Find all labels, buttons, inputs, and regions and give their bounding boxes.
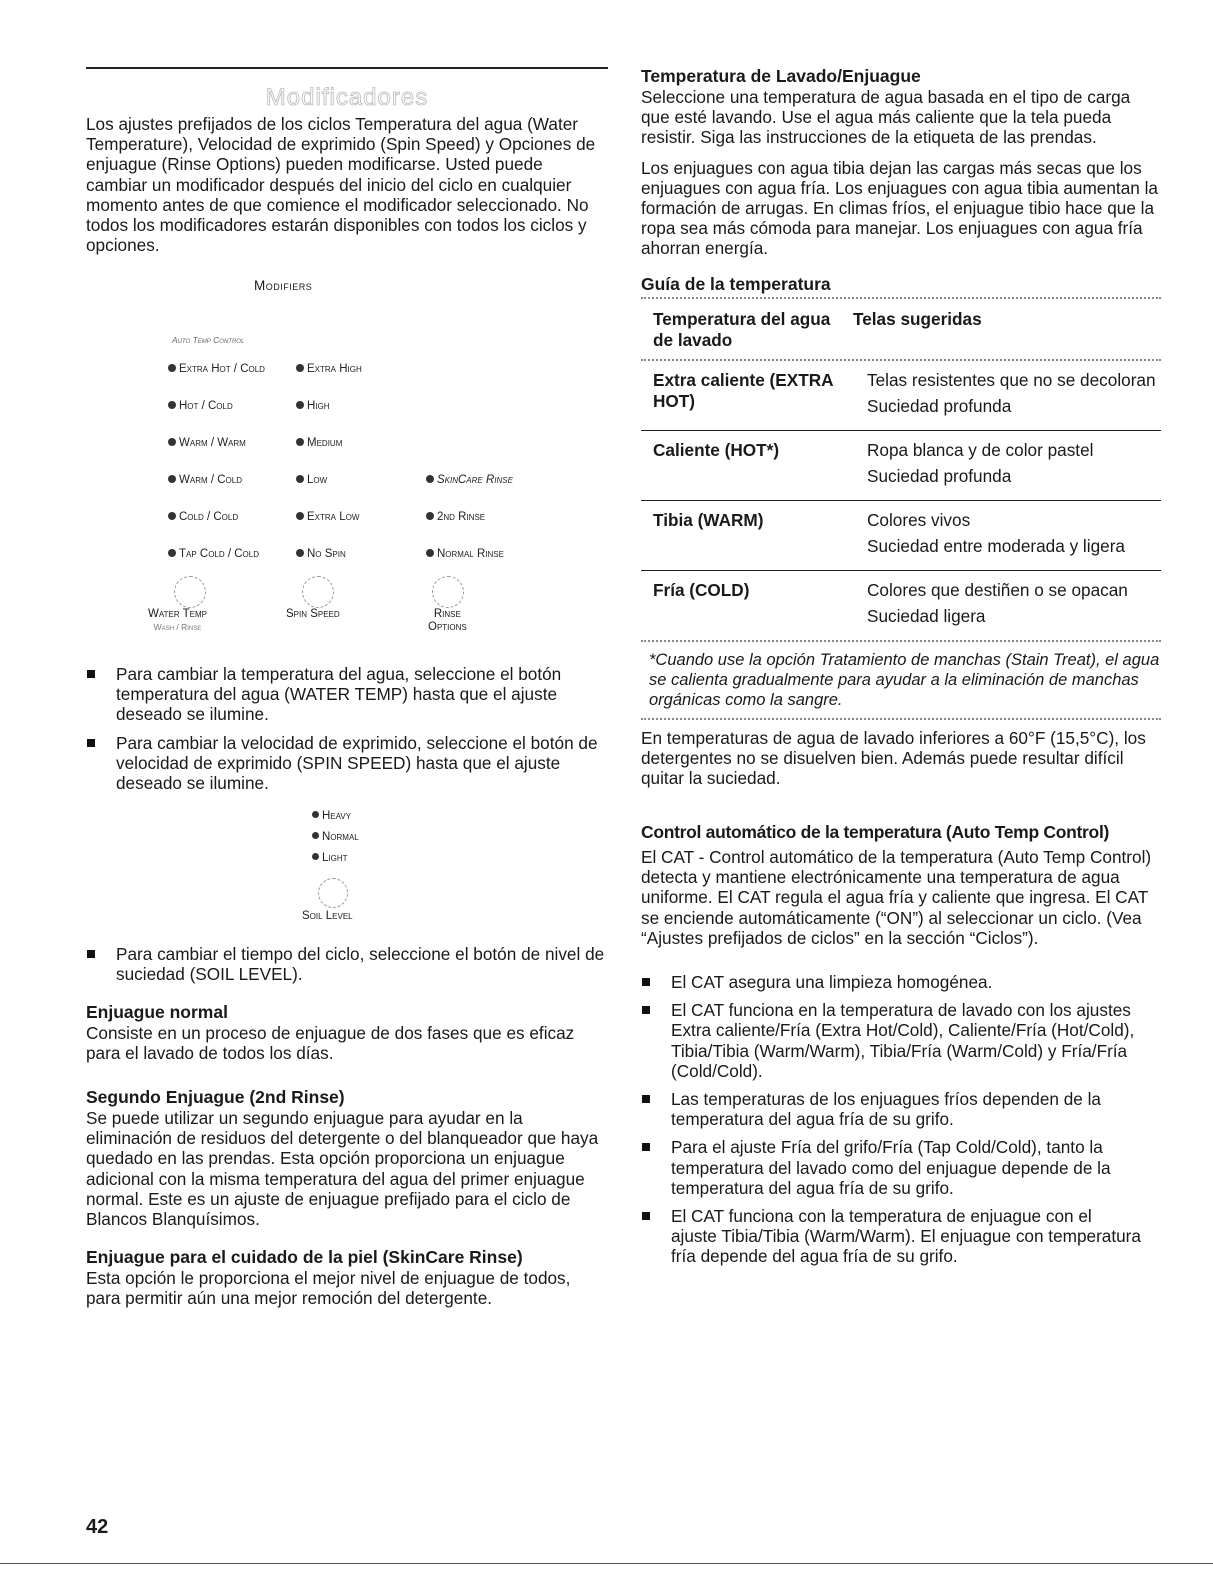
section-body: Se puede utilizar un segundo enjuague para ayudar en la eliminación de residuos del detergente o del blanqueador que haya quedado en las prendas. Esta opción proporciona un enjuague adicional con la misma temperatura del agua del primer enjuague normal. Este es un ajuste de enjuague prefijado para el ciclo de Blancos Blanquísimos. (86, 1108, 599, 1230)
wash-rinse-sublabel: Wash / Rinse (153, 622, 202, 632)
table-header (641, 299, 1161, 359)
water-temp-option: Hot / Cold (168, 400, 233, 412)
fabrics-cell: Telas resistentes que no se decoloran Suciedad profunda (867, 370, 1156, 416)
fabrics-cell: Colores vivos Suciedad entre moderada y ligera (867, 510, 1125, 556)
water-temp-option: Warm / Warm (168, 437, 246, 449)
spin-speed-button-icon (302, 576, 334, 608)
section-title: Modificadores (265, 84, 429, 111)
table-row (641, 361, 1161, 430)
water-temp-option: Warm / Cold (168, 474, 242, 486)
section-body: Seleccione una temperatura de agua basada en el tipo de carga que esté lavando. Use el agua más caliente que la tela pueda resistir. Siga las instrucciones de la etiqueta de las prendas. (641, 87, 1131, 148)
rinse-options-button-icon (432, 576, 464, 608)
list-item: Las temperaturas de los enjuagues fríos dependen de la temperatura del agua fría de su grifo. (641, 1089, 1141, 1129)
auto-temp-control-section (641, 822, 1163, 948)
intro-paragraph: Los ajustes prefijados de los ciclos Temperatura del agua (Water Temperature), Velocidad de exprimido (Spin Speed) y Opciones de enjuague (Rinse Options) pueden modificarse. Usted puede cambiar un modificador después del inicio del ciclo en cualquier momento antes de que comience el modificador seleccionado. No todos los modificadores estarán disponibles con todos los ciclos y opciones. (86, 114, 596, 256)
spin-option: Medium (296, 437, 342, 449)
indicator-icon (168, 512, 176, 520)
section-heading: Enjuague para el cuidado de la piel (SkinCare Rinse) (86, 1247, 523, 1267)
bottom-rule (0, 1563, 1213, 1564)
indicator-icon (168, 401, 176, 409)
indicator-icon (296, 364, 304, 372)
table-row (641, 500, 1161, 570)
indicator-icon (426, 475, 434, 483)
water-temp-button-icon (174, 576, 206, 608)
list-item: El CAT funciona con la temperatura de enjuague con el ajuste Tibia/Tibia (Warm/Warm). El enjuague con temperatura fría depende del agua fría de su grifo. (641, 1206, 1141, 1267)
soil-level-label: Soil Level (302, 910, 353, 922)
panel-title: Modifiers (254, 278, 313, 293)
dotted-divider (641, 718, 1161, 720)
rinse-option: SkinCare Rinse (426, 474, 513, 486)
spin-option: High (296, 400, 330, 412)
second-rinse-section (86, 1087, 608, 1229)
top-rule (86, 67, 608, 69)
auto-temp-control-label: Auto Temp Control (172, 335, 245, 345)
section-body: Esta opción le proporciona el mejor nivel de enjuague de todos, para permitir aún una mejor remoción del detergente. (86, 1268, 571, 1309)
section-body: Los enjuagues con agua tibia dejan las cargas más secas que los enjuagues con agua fría. Los enjuagues con agua tibia aumentan la formación de arrugas. En climas fríos, el enjuague tibio hace que la ropa sea más cómoda para manejar. Los enjuagues con agua fría ahorran energía. (641, 157, 1158, 259)
indicator-icon (426, 512, 434, 520)
temp-cell: Tibia (WARM) (653, 510, 764, 530)
page-number: 42 (86, 1516, 109, 1538)
water-temp-option: Cold / Cold (168, 511, 238, 523)
indicator-icon (312, 832, 319, 839)
indicator-icon (312, 853, 319, 860)
column-header: Temperatura del agua de lavado (653, 309, 831, 350)
fabrics-cell: Colores que destiñen o se opacan Suciedad ligera (867, 580, 1128, 626)
indicator-icon (296, 512, 304, 520)
list-item: Para cambiar la temperatura del agua, seleccione el botón temperatura del agua (WATER TEMP) hasta que el ajuste deseado se ilumine. (86, 664, 608, 725)
soil-option: Normal (312, 831, 359, 843)
indicator-icon (426, 549, 434, 557)
column-header: Telas sugeridas (853, 309, 982, 329)
indicator-icon (296, 549, 304, 557)
fabrics-cell: Ropa blanca y de color pastel Suciedad profunda (867, 440, 1094, 486)
soil-option: Heavy (312, 810, 351, 822)
table-footnote: *Cuando use la opción Tratamiento de manchas (Stain Treat), el agua se calienta gradualmente para ayudar a la eliminación de manchas orgánicas como la sangre. (649, 651, 1160, 709)
temperature-guide-table (641, 297, 1161, 789)
indicator-icon (296, 401, 304, 409)
temp-cell: Caliente (HOT*) (653, 440, 780, 460)
list-item: Para cambiar la velocidad de exprimido, seleccione el botón de velocidad de exprimido (SPIN SPEED) hasta que el ajuste deseado se ilumine. (86, 733, 608, 794)
table-row (641, 570, 1161, 640)
section-heading: Segundo Enjuague (2nd Rinse) (86, 1087, 345, 1107)
rinse-option: 2nd Rinse (426, 511, 485, 523)
indicator-icon (168, 364, 176, 372)
spin-option: Extra Low (296, 511, 359, 523)
indicator-icon (312, 811, 319, 818)
soil-level-illustration (86, 810, 608, 930)
section-heading: Control automático de la temperatura (Auto Temp Control) (641, 822, 1110, 842)
indicator-icon (168, 549, 176, 557)
wash-rinse-temp-section (641, 66, 1161, 259)
temp-cell: Extra caliente (EXTRA HOT) (653, 370, 833, 411)
modifiers-panel-illustration (86, 270, 608, 650)
indicator-icon (168, 475, 176, 483)
spin-option: Low (296, 474, 327, 486)
section-heading: Enjuague normal (86, 1002, 228, 1022)
normal-rinse-section (86, 1002, 608, 1063)
indicator-icon (168, 438, 176, 446)
soil-level-button-icon (318, 878, 348, 908)
low-temp-note: En temperaturas de agua de lavado inferiores a 60°F (15,5°C), los detergentes no se disuelven bien. Además puede resultar difícil quitar la suciedad. (641, 728, 1146, 789)
water-temp-option: Extra Hot / Cold (168, 363, 265, 375)
rinse-options-label: Rinse Options (428, 608, 467, 633)
skincare-rinse-section (86, 1247, 608, 1308)
list-item: El CAT asegura una limpieza homogénea. (641, 972, 1141, 992)
spin-speed-label: Spin Speed (286, 608, 340, 620)
indicator-icon (296, 438, 304, 446)
list-item: El CAT funciona en la temperatura de lavado con los ajustes Extra caliente/Fría (Extra Hot/Cold), Caliente/Fría (Hot/Cold), Tibia/Tibia (Warm/Warm), Tibia/Fría (Warm/Cold) y Fría/Fría (Cold/Cold). (641, 1000, 1141, 1081)
water-spin-instructions (86, 664, 608, 801)
list-item: Para el ajuste Fría del grifo/Fría (Tap Cold/Cold), tanto la temperatura del lavado como del enjuague depende de la temperatura del agua fría de su grifo. (641, 1137, 1141, 1198)
list-item: Para cambiar el tiempo del ciclo, seleccione el botón de nivel de suciedad (SOIL LEVEL). (86, 944, 608, 984)
rinse-option: Normal Rinse (426, 548, 504, 560)
soil-instructions (86, 944, 608, 992)
spin-option: No Spin (296, 548, 346, 560)
spin-option: Extra High (296, 363, 362, 375)
section-body: Consiste en un proceso de enjuague de dos fases que es eficaz para el lavado de todos los días. (86, 1023, 575, 1064)
table-row (641, 430, 1161, 500)
water-temp-option: Tap Cold / Cold (168, 548, 259, 560)
auto-temp-bullets (641, 972, 1141, 1275)
soil-option: Light (312, 852, 348, 864)
section-body: El CAT - Control automático de la temperatura (Auto Temp Control) detecta y mantiene electrónicamente una temperatura de agua uniforme. El CAT regula el agua fría y caliente que ingresa. El CAT se enciende automáticamente (“ON”) al seleccionar un ciclo. (Vea “Ajustes prefijados de ciclos” en la sección “Ciclos”). (641, 847, 1152, 948)
indicator-icon (296, 475, 304, 483)
temp-guide-heading: Guía de la temperatura (641, 274, 831, 294)
section-heading: Temperatura de Lavado/Enjuague (641, 66, 921, 86)
water-temp-label: Water Temp Wash / Rinse (148, 608, 207, 632)
temp-cell: Fría (COLD) (653, 580, 750, 600)
